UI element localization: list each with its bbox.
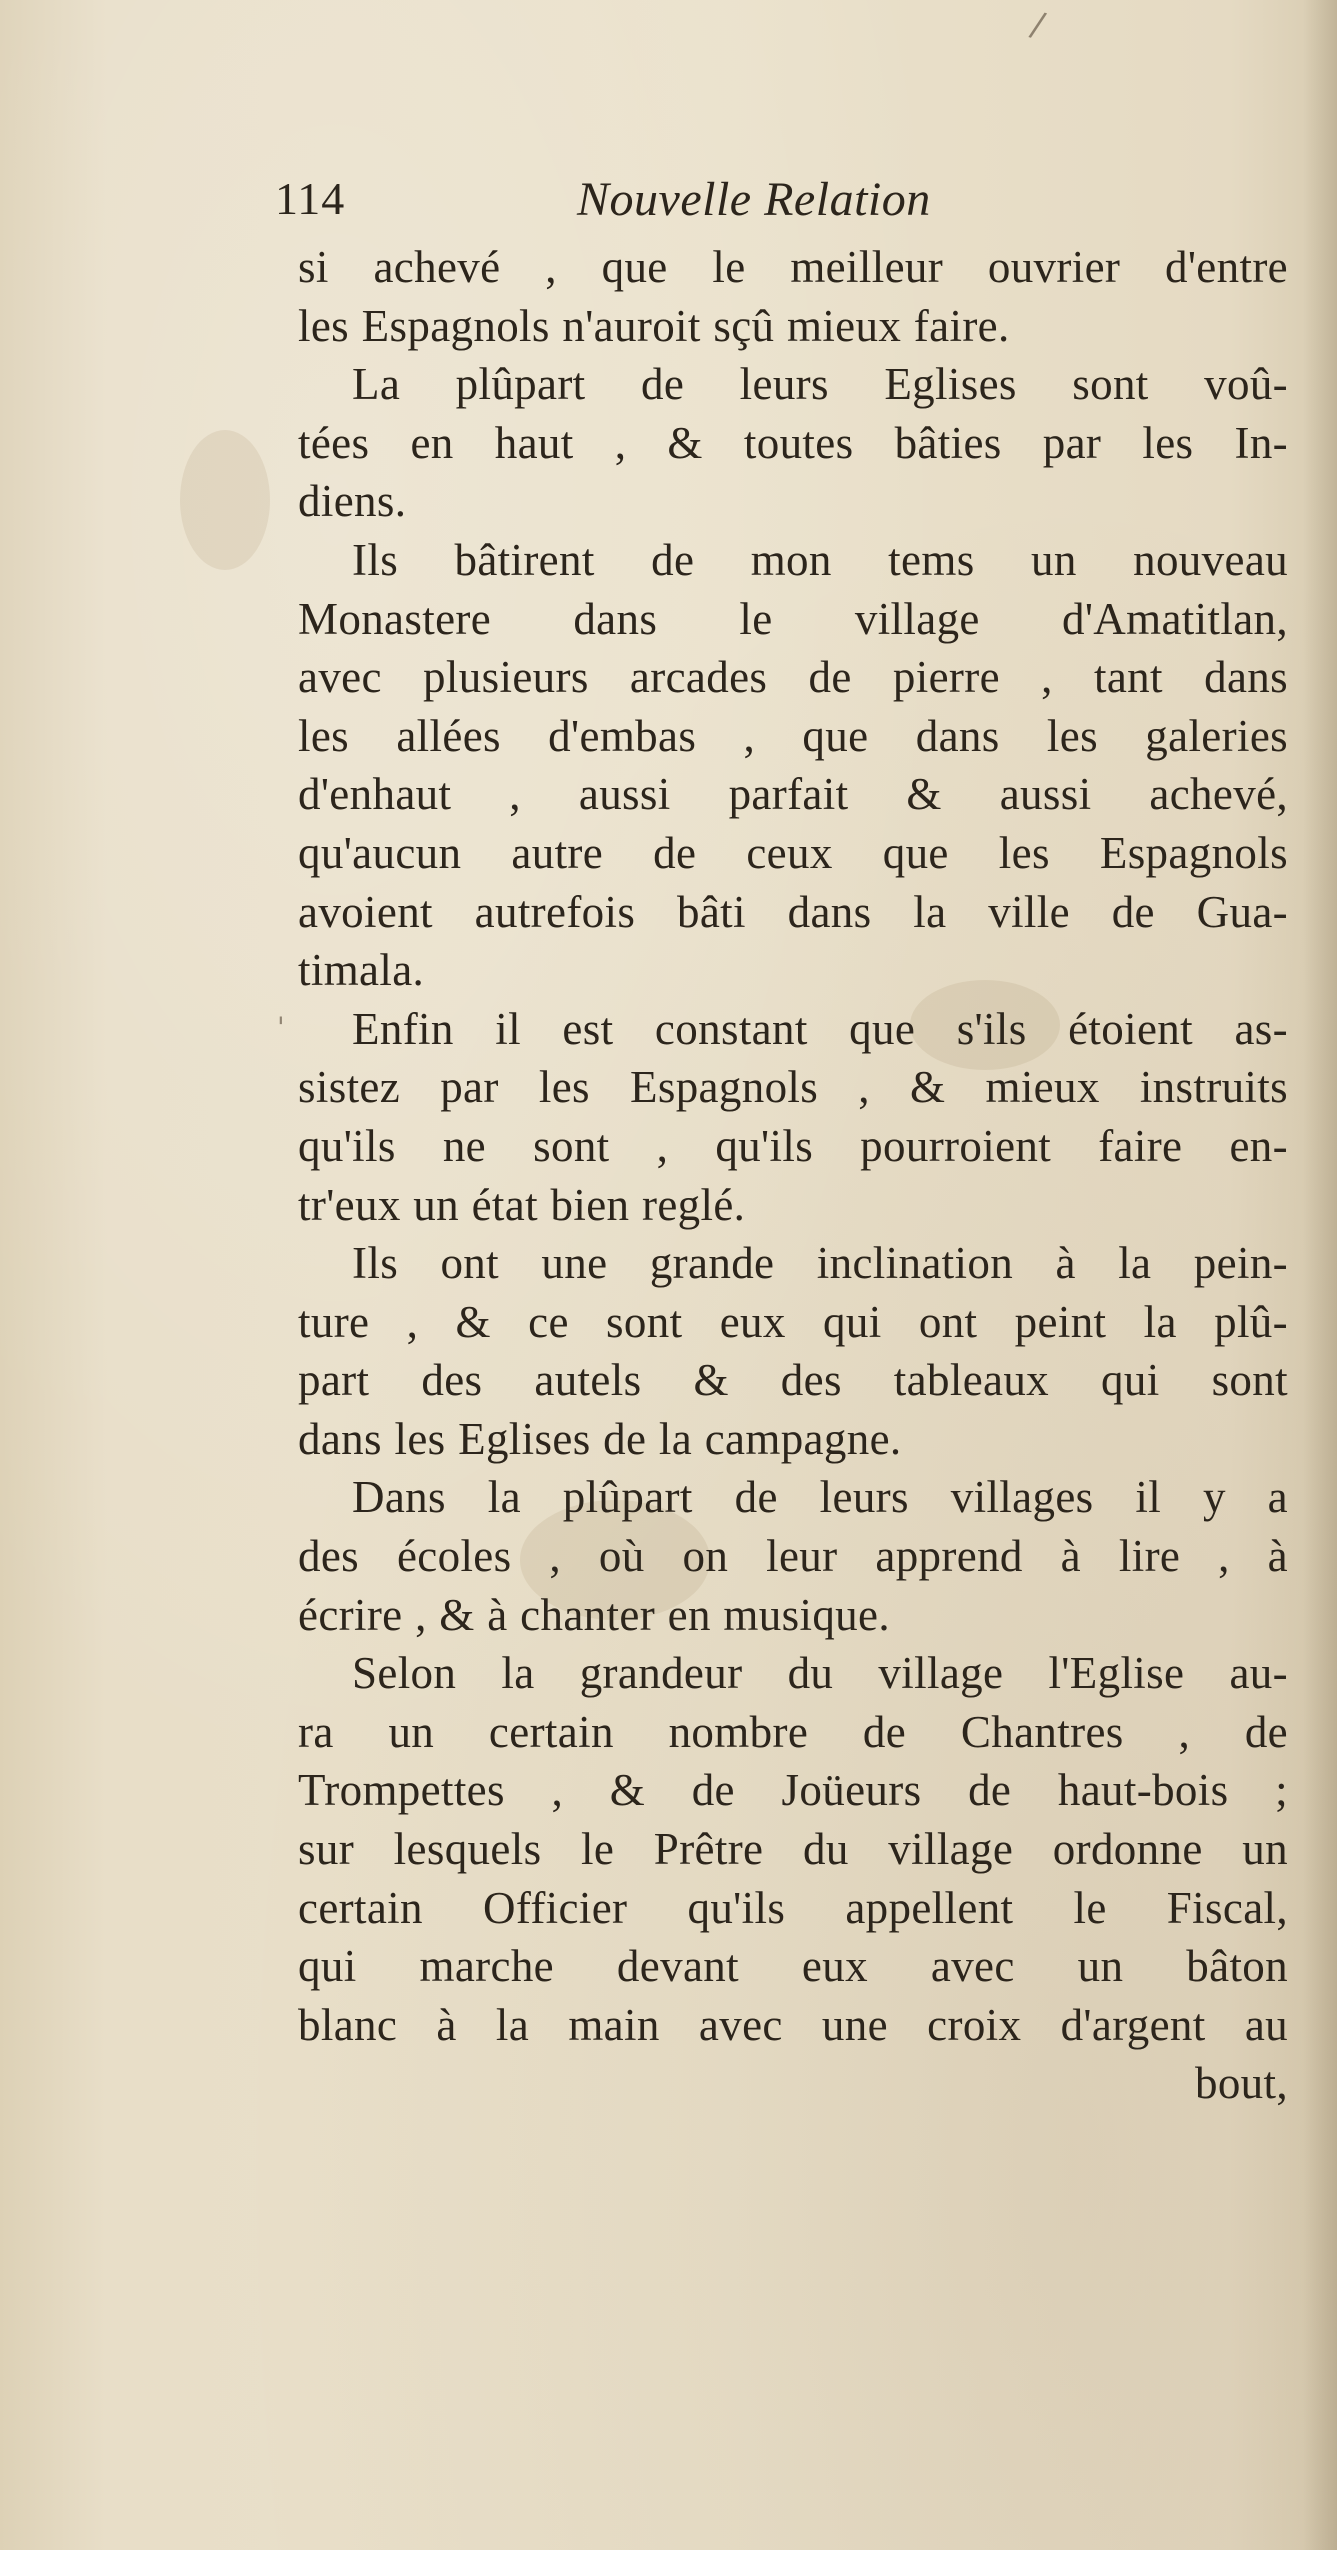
ink-mark: / — [1026, 4, 1049, 46]
body-text — [298, 238, 1288, 2113]
text-line: d'enhaut , aussi parfait & aussi achevé, — [298, 769, 1288, 820]
text-line: blanc à la main avec une croix d'argent au — [298, 1999, 1288, 2050]
text-line: diens. — [298, 476, 407, 527]
running-title: Nouvelle Relation — [577, 173, 931, 226]
text-line: avoient autrefois bâti dans la ville de Gua- — [298, 886, 1288, 937]
text-line: sur lesquels le Prêtre du village ordonne un — [298, 1824, 1288, 1875]
text-line: Enfin il est constant que s'ils étoient as- — [352, 1003, 1288, 1054]
text-line: Ils ont une grande inclination à la pein- — [352, 1238, 1288, 1289]
text-line: avec plusieurs arcades de pierre , tant dans — [298, 652, 1288, 703]
text-line: ture , & ce sont eux qui ont peint la plû- — [298, 1296, 1288, 1347]
text-line: sistez par les Espagnols , & mieux instruits — [298, 1062, 1288, 1113]
text-line: qu'ils ne sont , qu'ils pourroient faire en- — [298, 1120, 1288, 1171]
text-line: les Espagnols n'auroit sçû mieux faire. — [298, 300, 1010, 351]
text-line: qui marche devant eux avec un bâton — [298, 1941, 1288, 1992]
text-line: Ils bâtirent de mon tems un nouveau — [352, 534, 1288, 585]
text-line: La plûpart de leurs Eglises sont voû- — [352, 359, 1288, 410]
running-header — [275, 172, 1035, 242]
ink-mark: ' — [277, 1011, 285, 1044]
text-line: tr'eux un état bien reglé. — [298, 1179, 746, 1230]
text-line: ra un certain nombre de Chantres , de — [298, 1706, 1288, 1757]
page-edge-shadow — [1303, 0, 1337, 2550]
text-line: Trompettes , & de Joüeurs de haut-bois ; — [298, 1765, 1288, 1816]
text-line: les allées d'embas , que dans les galeries — [298, 710, 1288, 761]
text-line: timala. — [298, 945, 425, 996]
text-line: des écoles , où on leur apprend à lire , à — [298, 1531, 1288, 1582]
text-line: part des autels & des tableaux qui sont — [298, 1355, 1288, 1406]
text-line: écrire , & à chanter en musique. — [298, 1589, 890, 1640]
text-line: tées en haut , & toutes bâties par les In- — [298, 417, 1288, 468]
text-line: si achevé , que le meilleur ouvrier d'entre — [298, 242, 1288, 292]
page-number: 114 — [275, 173, 346, 224]
text-line: Selon la grandeur du village l'Eglise au- — [352, 1648, 1288, 1699]
text-line: Dans la plûpart de leurs villages il y a — [352, 1472, 1288, 1523]
text-line: qu'aucun autre de ceux que les Espagnols — [298, 827, 1288, 878]
text-line: certain Officier qu'ils appellent le Fiscal, — [298, 1882, 1288, 1933]
text-line: dans les Eglises de la campagne. — [298, 1413, 902, 1464]
text-line: Monastere dans le village d'Amatitlan, — [298, 593, 1288, 644]
paper-stain — [180, 430, 270, 570]
catchword: bout, — [1194, 2058, 1288, 2109]
